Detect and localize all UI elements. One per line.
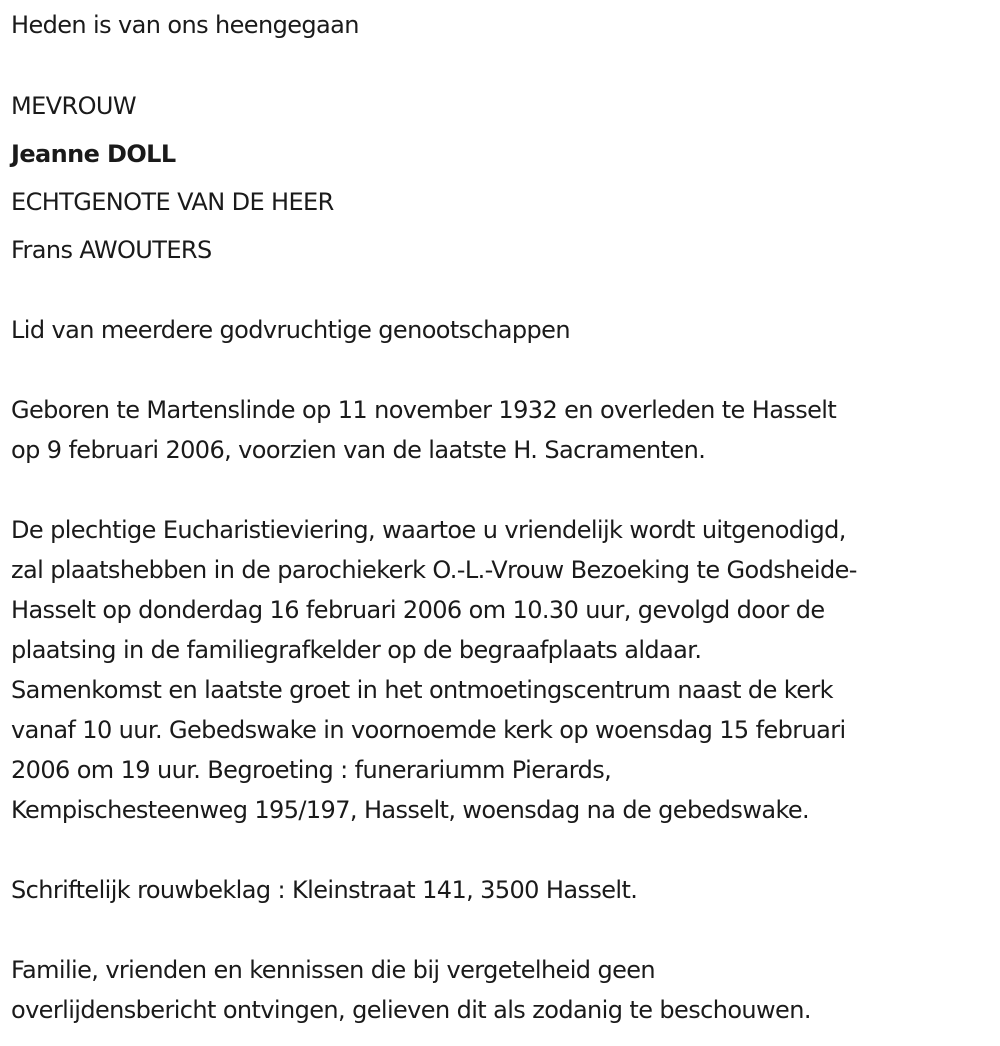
birth-death-line: Geboren te Martenslinde op 11 november 1932 en overleden te Hasselt (11, 396, 837, 424)
closing-line: Familie, vrienden en kennissen die bij vergetelheid geen (11, 956, 656, 984)
closing-line: overlijdensbericht ontvingen, gelieven dit als zodanig te beschouwen. (11, 996, 811, 1024)
birth-death-line: op 9 februari 2006, voorzien van de laatste H. Sacramenten. (11, 436, 706, 464)
ceremony-line: zal plaatshebben in de parochiekerk O.-L.-Vrouw Bezoeking te Godsheide- (11, 556, 857, 584)
membership-text: Lid van meerdere godvruchtige genootschappen (11, 316, 570, 344)
intro-text: Heden is van ons heengegaan (11, 11, 359, 39)
spouse-name: Frans AWOUTERS (11, 236, 212, 264)
ceremony-line: Samenkomst en laatste groet in het ontmoetingscentrum naast de kerk (11, 676, 833, 704)
ceremony-line: plaatsing in de familiegrafkelder op de begraafplaats aldaar. (11, 636, 702, 664)
ceremony-line: Hasselt op donderdag 16 februari 2006 om 10.30 uur, gevolgd door de (11, 596, 825, 624)
ceremony-line: 2006 om 19 uur. Begroeting : funerariumm Pierards, (11, 756, 612, 784)
ceremony-line: De plechtige Eucharistieviering, waartoe u vriendelijk wordt uitgenodigd, (11, 516, 846, 544)
spouse-prefix: ECHTGENOTE VAN DE HEER (11, 188, 334, 216)
deceased-name: Jeanne DOLL (11, 140, 176, 168)
ceremony-line: Kempischesteenweg 195/197, Hasselt, woensdag na de gebedswake. (11, 796, 810, 824)
title-prefix: MEVROUW (11, 92, 136, 120)
ceremony-line: vanaf 10 uur. Gebedswake in voornoemde kerk op woensdag 15 februari (11, 716, 846, 744)
condolence-address: Schriftelijk rouwbeklag : Kleinstraat 141, 3500 Hasselt. (11, 876, 638, 904)
